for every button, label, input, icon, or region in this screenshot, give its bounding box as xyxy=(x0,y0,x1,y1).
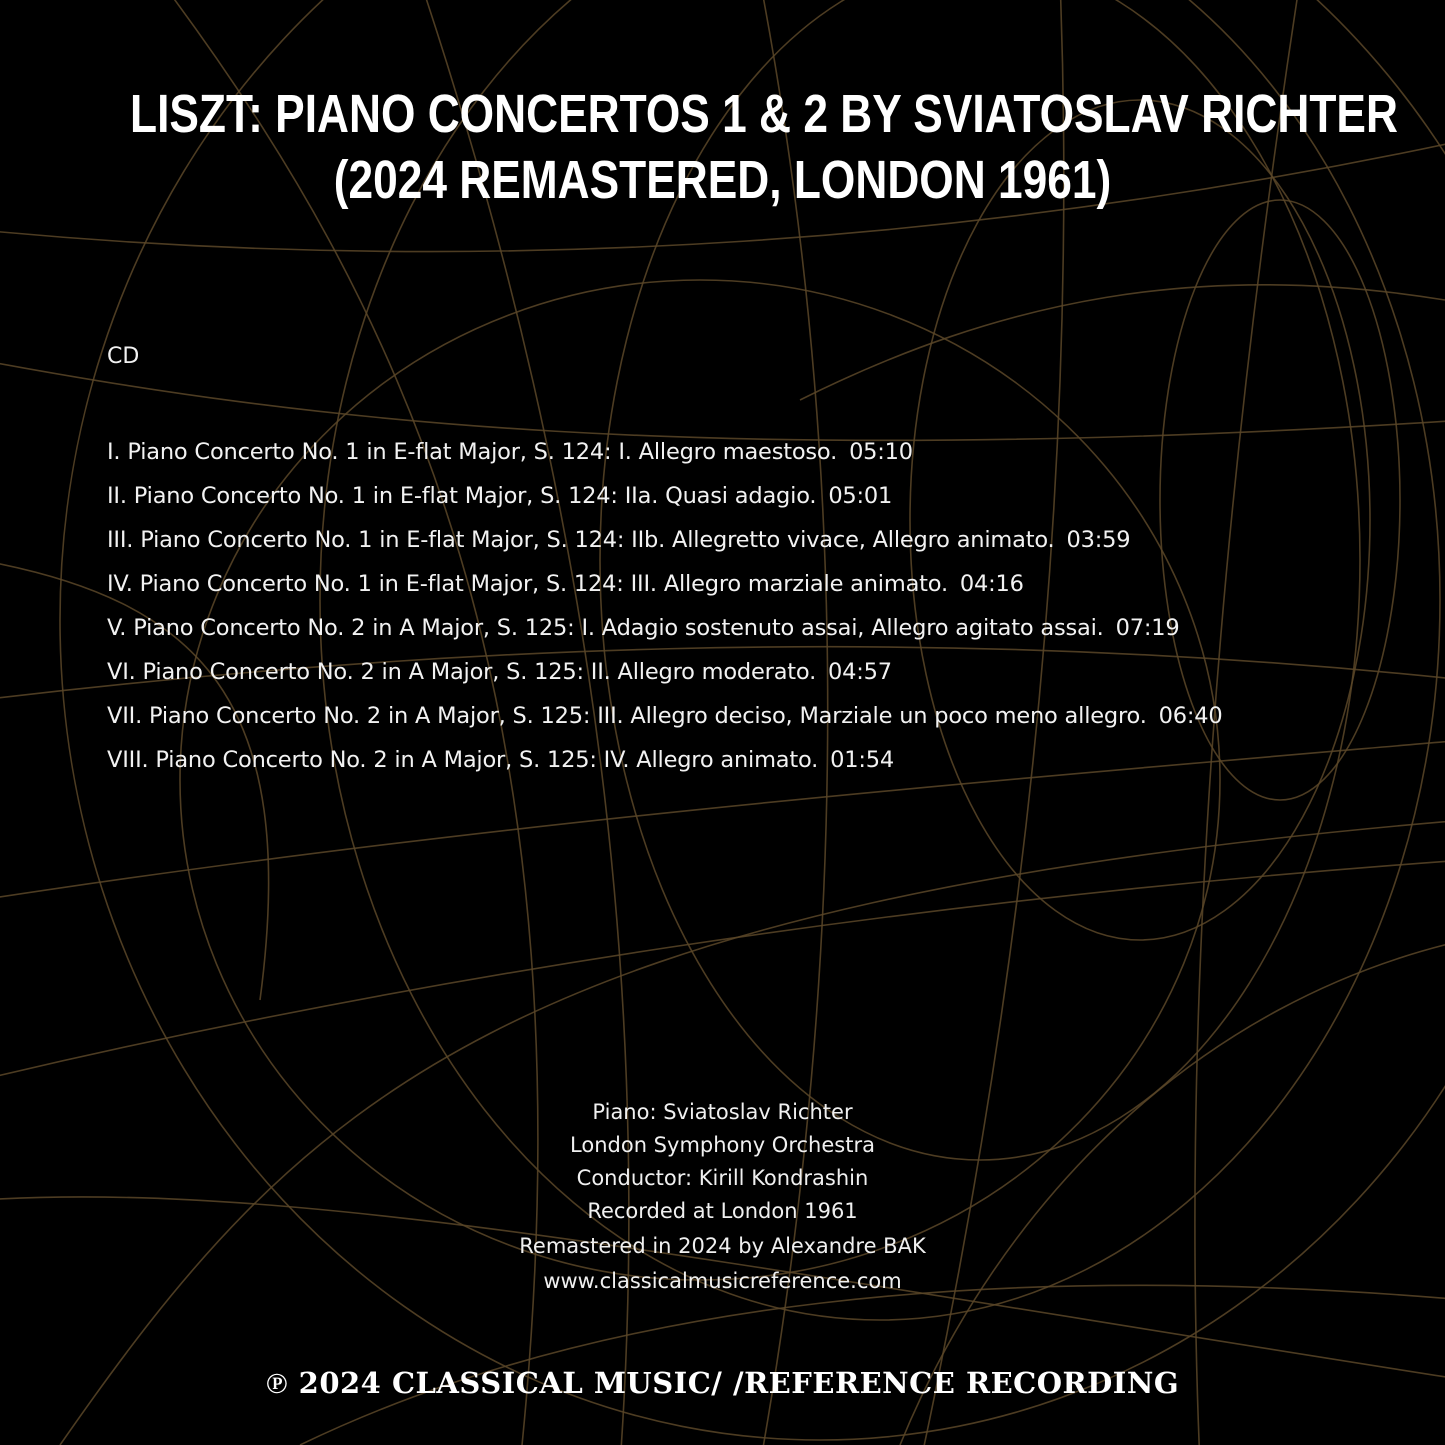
credit-remastered: Remastered in 2024 by Alexandre BAK xyxy=(519,1234,926,1258)
track-duration: 04:16 xyxy=(959,571,1024,597)
track-title: VII. Piano Concerto No. 2 in A Major, S. 125: III. Allegro deciso, Marziale un poco meno allegro. xyxy=(107,703,1147,729)
credit-conductor: Conductor: Kirill Kondrashin xyxy=(576,1166,869,1190)
track-duration: 05:10 xyxy=(849,439,913,465)
track-title: V. Piano Concerto No. 2 in A Major, S. 125: I. Adagio sostenuto assai, Allegro agitato assai. xyxy=(107,615,1104,641)
track-item xyxy=(107,430,1223,474)
track-item xyxy=(107,606,1223,650)
track-title: IV. Piano Concerto No. 1 in E-flat Major, S. 124: III. Allegro marziale animato. xyxy=(107,571,948,597)
track-duration: 06:40 xyxy=(1158,703,1223,729)
format-label: CD xyxy=(107,344,140,369)
track-duration: 03:59 xyxy=(1066,527,1131,553)
album-title-line-1: LISZT: PIANO CONCERTOS 1 & 2 BY SVIATOSLAV RICHTER xyxy=(130,84,1398,144)
credits xyxy=(0,1096,1445,1298)
track-item xyxy=(107,738,1223,782)
track-title: II. Piano Concerto No. 1 in E-flat Major, S. 124: IIa. Quasi adagio. xyxy=(107,483,817,509)
credit-piano: Piano: Sviatoslav Richter xyxy=(592,1100,853,1124)
track-item xyxy=(107,562,1223,606)
track-duration: 04:57 xyxy=(828,659,892,685)
credit-recorded: Recorded at London 1961 xyxy=(587,1199,858,1223)
track-title: III. Piano Concerto No. 1 in E-flat Major, S. 124: IIb. Allegretto vivace, Allegro animato. xyxy=(107,527,1055,553)
album-title-line-2: (2024 REMASTERED, LONDON 1961) xyxy=(333,150,1112,210)
credit-orchestra: London Symphony Orchestra xyxy=(570,1133,875,1157)
copyright-footer: ℗ 2024 CLASSICAL MUSIC/ /REFERENCE RECORDING xyxy=(265,1366,1180,1400)
tracklist xyxy=(107,430,1223,782)
track-item xyxy=(107,650,1223,694)
credit-website: www.classicalmusicreference.com xyxy=(543,1269,902,1293)
track-title: VIII. Piano Concerto No. 2 in A Major, S. 125: IV. Allegro animato. xyxy=(107,747,819,773)
track-title: VI. Piano Concerto No. 2 in A Major, S. 125: II. Allegro moderato. xyxy=(107,659,817,685)
track-duration: 07:19 xyxy=(1115,615,1180,641)
track-item xyxy=(107,474,1223,518)
track-duration: 05:01 xyxy=(828,483,893,509)
track-duration: 01:54 xyxy=(830,747,894,773)
track-item xyxy=(107,518,1223,562)
track-title: I. Piano Concerto No. 1 in E-flat Major, S. 124: I. Allegro maestoso. xyxy=(107,439,838,465)
track-item xyxy=(107,694,1223,738)
